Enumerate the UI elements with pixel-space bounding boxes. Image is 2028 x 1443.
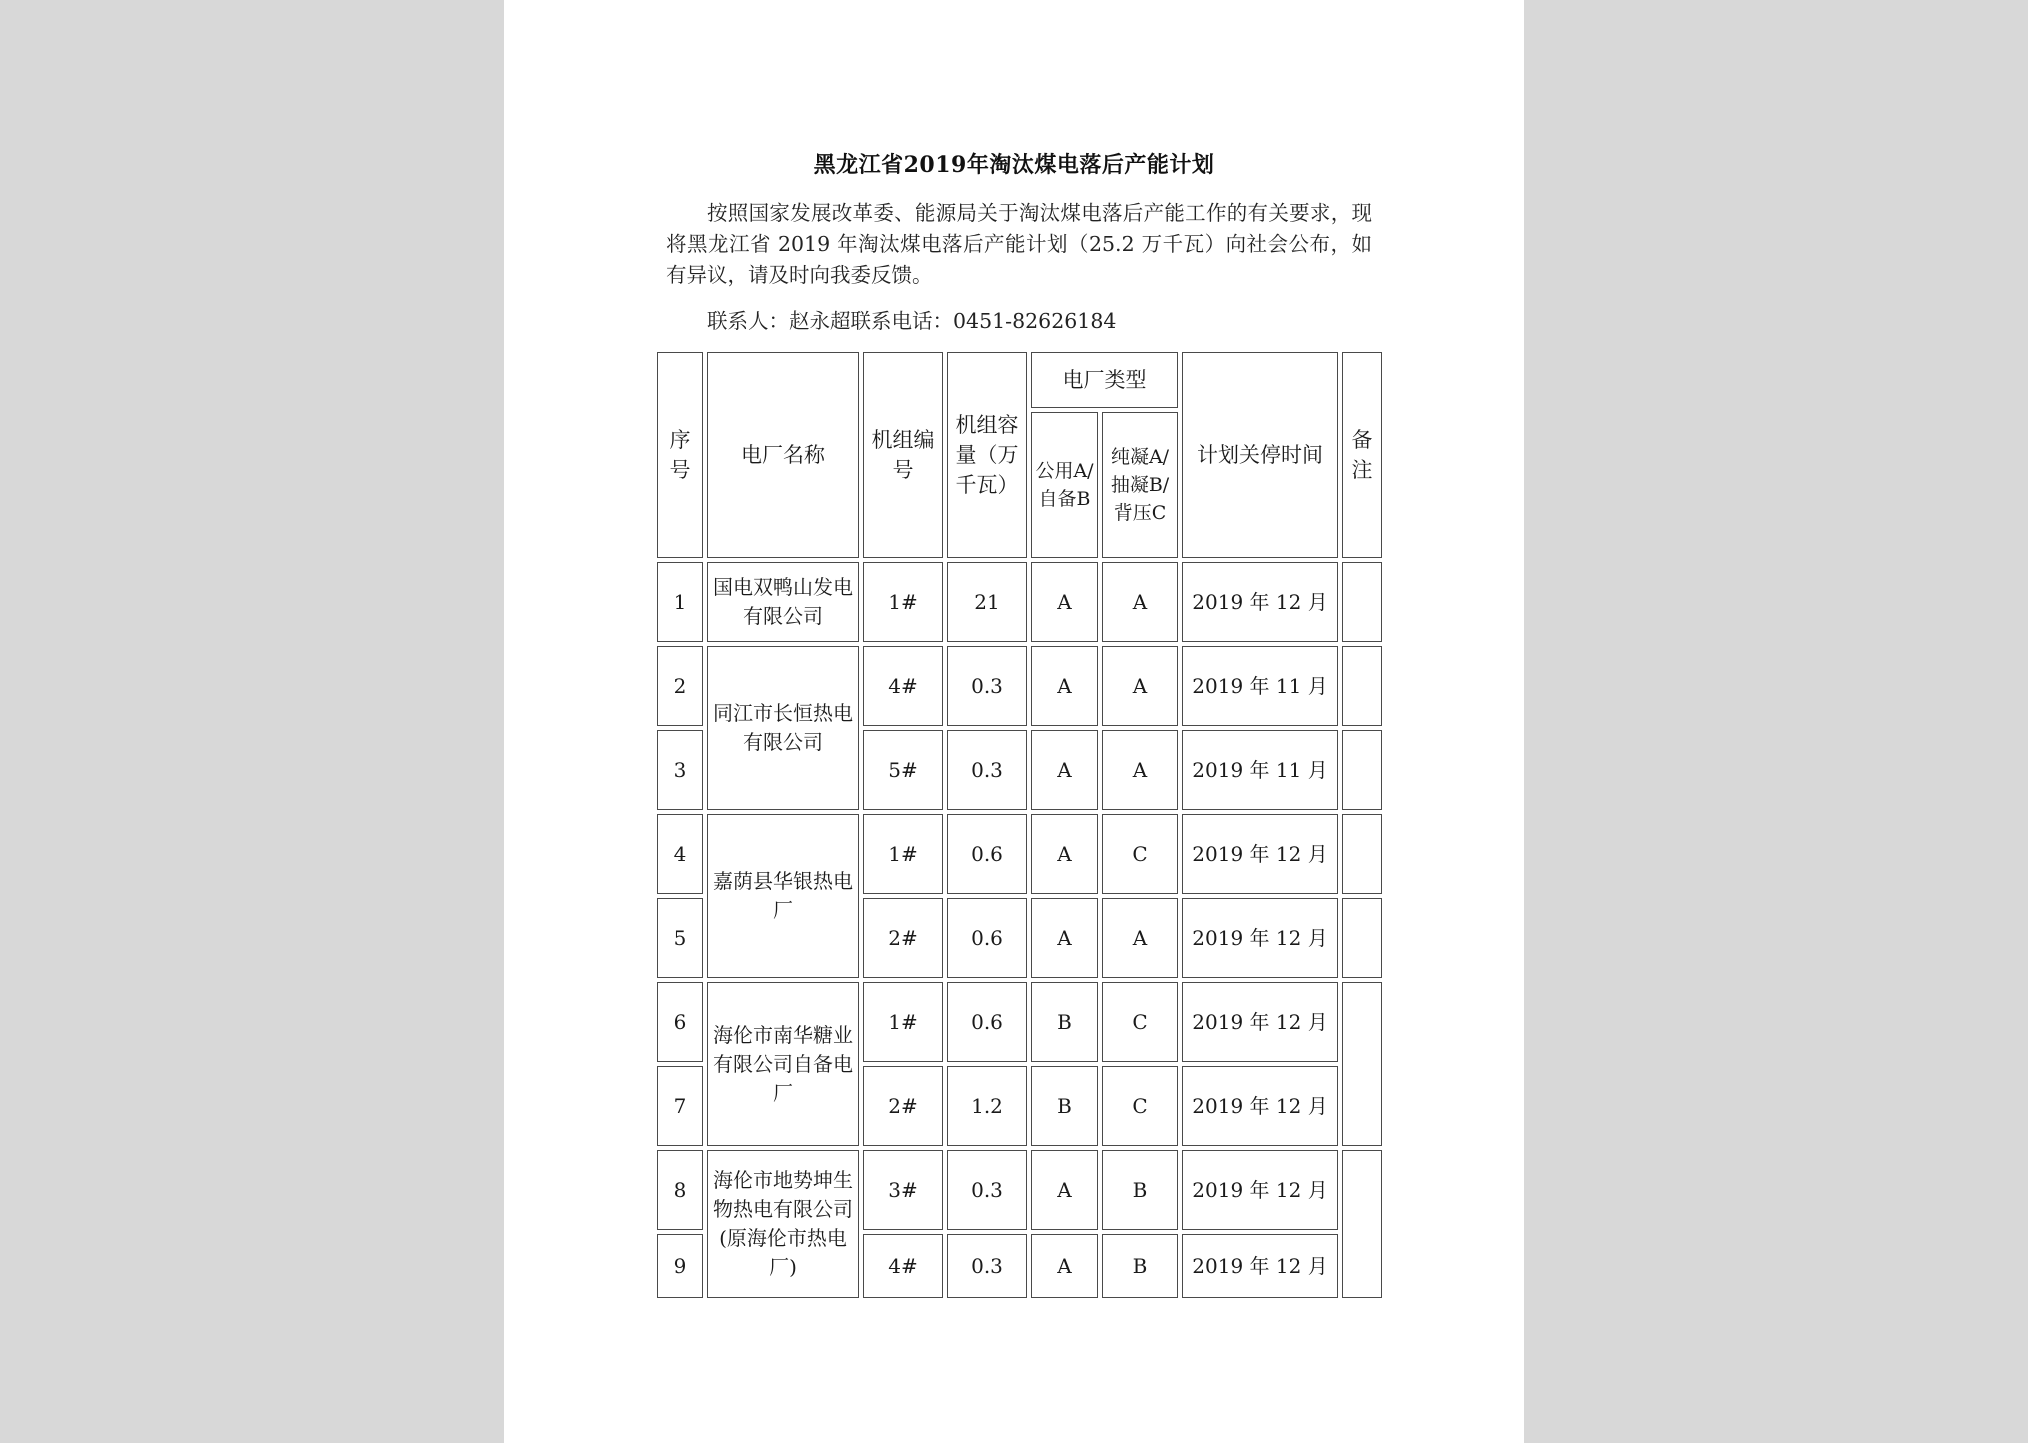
document-page — [504, 0, 1524, 1443]
shutdown-time-cell: 2019 年 12 月 — [1182, 982, 1338, 1062]
public-captive-cell: B — [1031, 982, 1098, 1062]
header-plant-name: 电厂名称 — [707, 352, 859, 558]
unit-cell: 2# — [863, 898, 943, 978]
plant-name-cell: 嘉荫县华银热电厂 — [707, 814, 859, 978]
seq-cell: 6 — [657, 982, 703, 1062]
remark-cell — [1342, 646, 1382, 726]
table-row — [657, 982, 1382, 1062]
contact-line: 联系人：赵永超联系电话：0451-82626184 — [707, 309, 1117, 333]
public-captive-cell: A — [1031, 1234, 1098, 1298]
public-captive-cell: A — [1031, 562, 1098, 642]
table-row — [657, 1150, 1382, 1230]
remark-cell — [1342, 1150, 1382, 1298]
condensing-type-cell: A — [1102, 562, 1178, 642]
shutdown-time-cell: 2019 年 12 月 — [1182, 898, 1338, 978]
capacity-cell: 21 — [947, 562, 1027, 642]
condensing-type-cell: C — [1102, 982, 1178, 1062]
capacity-cell: 0.3 — [947, 1234, 1027, 1298]
unit-cell: 5# — [863, 730, 943, 810]
document-title: 黑龙江省2019年淘汰煤电落后产能计划 — [813, 152, 1215, 178]
remark-cell — [1342, 898, 1382, 978]
shutdown-time-cell: 2019 年 12 月 — [1182, 1234, 1338, 1298]
header-public-or-captive: 公用A/自备B — [1031, 412, 1098, 558]
header-capacity: 机组容量（万千瓦） — [947, 352, 1027, 558]
intro-paragraph: 按照国家发展改革委、能源局关于淘汰煤电落后产能工作的有关要求，现将黑龙江省 2019 年淘汰煤电落后产能计划（25.2 万千瓦）向社会公布，如有异议，请及时向我委反馈。 — [666, 201, 1372, 287]
shutdown-time-cell: 2019 年 12 月 — [1182, 1150, 1338, 1230]
seq-cell: 7 — [657, 1066, 703, 1146]
seq-cell: 9 — [657, 1234, 703, 1298]
capacity-cell: 0.6 — [947, 898, 1027, 978]
shutdown-time-cell: 2019 年 12 月 — [1182, 814, 1338, 894]
table-row — [657, 814, 1382, 894]
public-captive-cell: A — [1031, 814, 1098, 894]
header-condensing-type: 纯凝A/抽凝B/背压C — [1102, 412, 1178, 558]
plan-table — [653, 348, 1386, 1302]
public-captive-cell: A — [1031, 898, 1098, 978]
public-captive-cell: A — [1031, 1150, 1098, 1230]
header-shutdown-time: 计划关停时间 — [1182, 352, 1338, 558]
unit-cell: 1# — [863, 562, 943, 642]
shutdown-time-cell: 2019 年 12 月 — [1182, 1066, 1338, 1146]
shutdown-time-cell: 2019 年 11 月 — [1182, 646, 1338, 726]
unit-cell: 2# — [863, 1066, 943, 1146]
remark-cell — [1342, 982, 1382, 1146]
condensing-type-cell: C — [1102, 814, 1178, 894]
capacity-cell: 1.2 — [947, 1066, 1027, 1146]
header-remark: 备注 — [1342, 352, 1382, 558]
public-captive-cell: A — [1031, 730, 1098, 810]
remark-cell — [1342, 814, 1382, 894]
header-plant-type: 电厂类型 — [1031, 352, 1178, 408]
header-unit-no: 机组编号 — [863, 352, 943, 558]
plant-name-cell: 国电双鸭山发电有限公司 — [707, 562, 859, 642]
unit-cell: 4# — [863, 1234, 943, 1298]
seq-cell: 1 — [657, 562, 703, 642]
seq-cell: 2 — [657, 646, 703, 726]
unit-cell: 1# — [863, 982, 943, 1062]
capacity-cell: 0.3 — [947, 1150, 1027, 1230]
shutdown-time-cell: 2019 年 11 月 — [1182, 730, 1338, 810]
seq-cell: 5 — [657, 898, 703, 978]
table-row — [657, 562, 1382, 642]
condensing-type-cell: B — [1102, 1234, 1178, 1298]
shutdown-time-cell: 2019 年 12 月 — [1182, 562, 1338, 642]
unit-cell: 1# — [863, 814, 943, 894]
capacity-cell: 0.3 — [947, 730, 1027, 810]
seq-cell: 8 — [657, 1150, 703, 1230]
condensing-type-cell: A — [1102, 646, 1178, 726]
condensing-type-cell: C — [1102, 1066, 1178, 1146]
unit-cell: 3# — [863, 1150, 943, 1230]
capacity-cell: 0.3 — [947, 646, 1027, 726]
plant-name-cell: 同江市长恒热电有限公司 — [707, 646, 859, 810]
public-captive-cell: A — [1031, 646, 1098, 726]
table-row — [657, 646, 1382, 726]
condensing-type-cell: A — [1102, 730, 1178, 810]
unit-cell: 4# — [863, 646, 943, 726]
seq-cell: 4 — [657, 814, 703, 894]
plan-table-wrapper — [653, 348, 1386, 1302]
capacity-cell: 0.6 — [947, 814, 1027, 894]
condensing-type-cell: B — [1102, 1150, 1178, 1230]
public-captive-cell: B — [1031, 1066, 1098, 1146]
condensing-type-cell: A — [1102, 898, 1178, 978]
remark-cell — [1342, 730, 1382, 810]
seq-cell: 3 — [657, 730, 703, 810]
plant-name-cell: 海伦市南华糖业有限公司自备电厂 — [707, 982, 859, 1146]
plant-name-cell: 海伦市地势坤生物热电有限公司(原海伦市热电厂) — [707, 1150, 859, 1298]
capacity-cell: 0.6 — [947, 982, 1027, 1062]
remark-cell — [1342, 562, 1382, 642]
header-seq: 序号 — [657, 352, 703, 558]
